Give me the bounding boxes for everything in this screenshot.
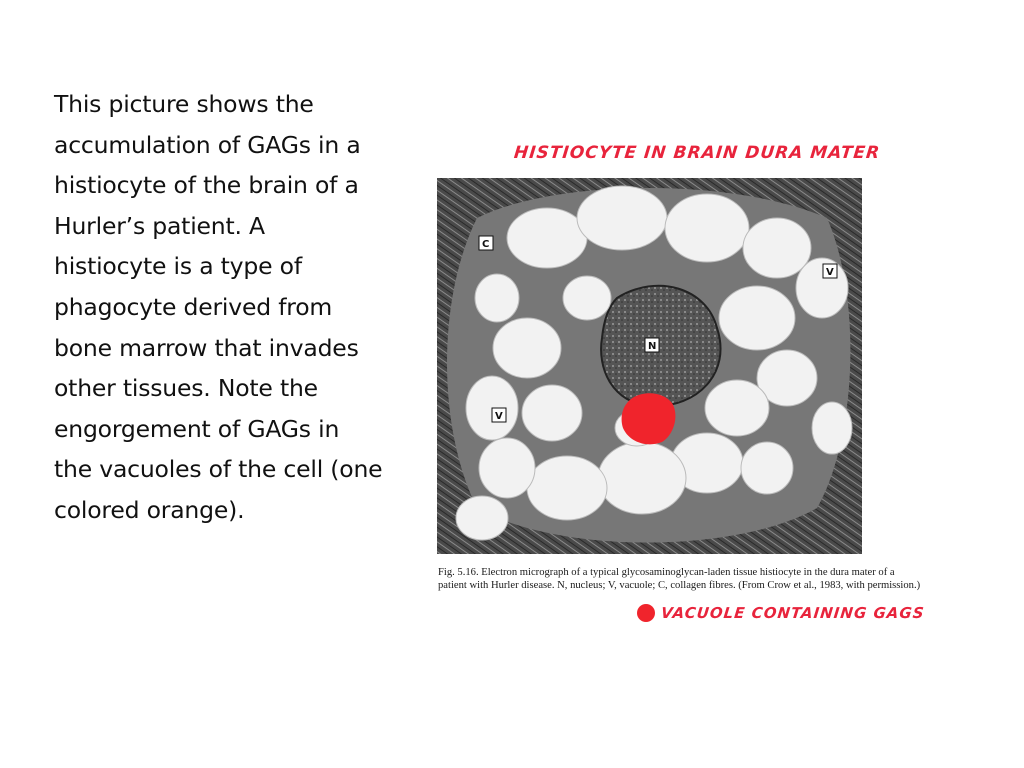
highlighted-vacuole <box>622 393 676 444</box>
body-text: This picture shows the accumulation of GAGs in a histiocyte of the brain of a Hurler’s patient. A histiocyte is a type of phagocyte derived from bone marrow that invades other tissues. Note the engorgement of GAGs in the vacuoles of the cell (one colored orange). <box>54 90 383 524</box>
label-collagen: C <box>482 239 490 250</box>
legend-label: VACUOLE CONTAINING GAGS <box>660 604 926 622</box>
electron-micrograph <box>437 178 862 554</box>
figure-caption: Fig. 5.16. Electron micrograph of a typical glycosaminoglycan-laden tissue histiocyte in the dura mater of a patient with Hurler disease. N, nucleus; V, vacuole; C, collagen fibres. (From Crow et al., 1983, with permission.) <box>438 567 921 591</box>
label-vacuole-left: V <box>495 411 503 422</box>
label-nucleus: N <box>648 341 657 352</box>
label-vacuole-right: V <box>826 267 834 278</box>
annotation-title: HISTIOCYTE IN BRAIN DURA MATER <box>512 143 882 163</box>
micrograph-drawing <box>437 178 862 554</box>
legend-dot-icon <box>637 604 655 622</box>
nucleus-shape <box>601 286 720 406</box>
